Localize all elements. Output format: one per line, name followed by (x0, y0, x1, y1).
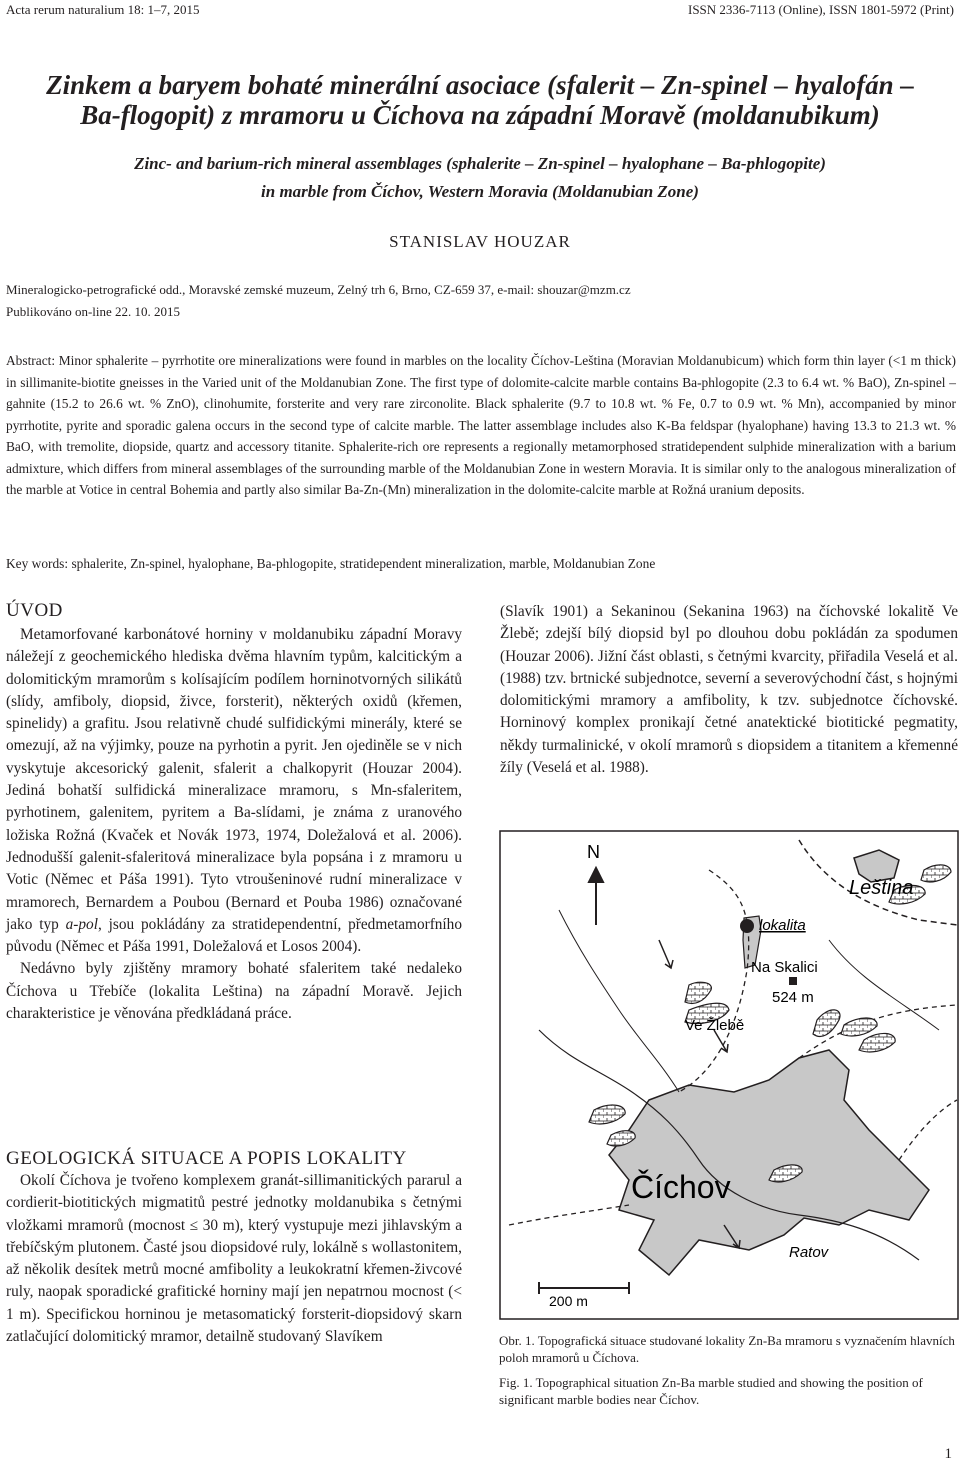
figure-caption-cz: Obr. 1. Topografická situace studované lokality Zn-Ba mramoru s vyznačením hlavních poloh mramorů u Číchova. (499, 1333, 955, 1365)
locality-map (499, 830, 959, 1320)
title-en-line-2: in marble from Číchov, Western Moravia (Moldanubian Zone) (261, 182, 699, 201)
published-date: Publikováno on-line 22. 10. 2015 (6, 304, 181, 319)
author: STANISLAV HOUZAR (389, 232, 571, 251)
elevation-label: 524 m (772, 989, 814, 1006)
geology-text-continued (500, 601, 958, 779)
abstract-text: : Minor sphalerite – pyrrhotite ore mineralizations were found in marbles on the locality Číchov-Leština (Moravian Moldanubicum) which form thin layer (<1 m thick) in sillimanite-biotite gneisses in the Varied unit of the Moldanubian Zone. The first type of dolomite-calcite marble contains Ba-phlogopite (2.3 to 6.4 wt. % BaO), Zn-spinel – gahnite (15.2 to 26.6 wt. % ZnO), clinohumite, forsterite and very rare zirconolite. Black sphalerite (9.7 to 10.8 wt. % Fe, 0.7 to 0.9 wt. % Mn), accompanied by minor pyrrhotite, pyrite and sporadic galena occurs in the second type of calcite marble. The latter assemblage includes also K-Ba feldspar (hyalophane) having 13.3 to 21.3 wt. % BaO, with tremolite, diopside, quartz and accessory titanite. Sphalerite-rich ore represents a regionally metamorphosed stratidependent sulphide mineralization with a barium admixture, which differs from mineral assemblages of the surrounding marble of the Moldanubian Zone in western Moravia. It is similar only to the analogous mineralization of the marble at Votice in central Bohemia and partly also similar Ba-Zn-(Mn) mineralization in the dolomite-calcite marble at Rožná uranium deposits. (6, 353, 956, 497)
abstract-label: Abstract (6, 353, 52, 368)
geology-paragraph-1: Okolí Číchova je tvořeno komplexem granát-sillimanitických pararul a cordierit-biotitických migmatitů pestré jednotky moldanubika s četnými vložkami mramorů (mocnost ≤ 30 m), který vystupuje mezi jihlavským a třebíčským plutonem. Časté jsou diopsidové ruly, lokálně s wollastonitem, až několik desítek metrů mocné amfibolity a leukokratní křemen-živcové ruly, naopak sporadické grafitické horniny mají jen nepatrnou mocnost (< 1 m). Specifickou horninou je metasomatický forsterit-diopsidový skarn zatlačující dolomitický mramor, detailně studovaný Slavíkem (6, 1172, 462, 1346)
section-title-geology: GEOLOGICKÁ SITUACE A POPIS LOKALITY (6, 1148, 407, 1169)
figure-caption-en: Fig. 1. Topographical situation Zn-Ba marble studied and showing the position of significant marble bodies near Číchov. (499, 1375, 923, 1407)
journal-citation: Acta rerum naturalium 18: 1–7, 2015 (6, 2, 200, 17)
title-en-line-1: Zinc- and barium-rich mineral assemblages (sphalerite – Zn-spinel – hyalophane – Ba-phlogopite) (134, 154, 826, 173)
geology-paragraph-1-cont: (Slavík 1901) a Sekaninou (Sekanina 1963) na číchovské lokalitě Ve Žlebě; zdejší bílý diopsid byl po dlouhou dobu pokládán za spodumen (Houzar 2006). Jižní část oblasti, s četnými kvarcity, přiřadila Veselá et al. (1988) tzv. brtnické subjednotce, severní a severovýchodní část, s hojnými dolomitickými mramory a amfibolity, k tzv. subjednotce číchovské. Horninový komplex pronikají četné anatektické biotitické pegmatity, někdy turmalinické, v okolí mramorů s diopsidem a titanitem a křemenné žíly (Veselá et al. 1988). (500, 603, 958, 777)
ve-zlebe-label: Ve Žlebě (685, 1017, 745, 1034)
uvod-paragraph-1 (6, 624, 462, 958)
scale-label: 200 m (549, 1293, 588, 1309)
keywords-text: : sphalerite, Zn-spinel, hyalophane, Ba-phlogopite, stratidependent mineralization, marble, Moldanubian Zone (64, 556, 656, 571)
keywords (6, 556, 956, 572)
title-cz-line-1: Zinkem a baryem bohaté minerální asociace (sfalerit – Zn-spinel – hyalofán – (46, 70, 914, 100)
cichov-label: Číchov (631, 1169, 731, 1205)
issn-line: ISSN 2336-7113 (Online), ISSN 1801-5972 (Print) (687, 2, 954, 17)
summit-marker (789, 977, 797, 985)
geology-text (6, 1170, 462, 1348)
abstract (6, 350, 956, 501)
uvod-text (6, 624, 462, 1025)
affiliation: Mineralogicko-petrografické odd., Moravské zemské muzeum, Zelný trh 6, Brno, CZ-659 37, e-mail: shouzar@mzm.cz (6, 282, 631, 297)
section-title-uvod: ÚVOD (6, 600, 63, 621)
uvod-p1-text: Metamorfované karbonátové horniny v moldanubiku západní Moravy náležejí z geochemického hlediska dvěma hlavním typům, kalcitickým a dolomitickým mramorům s kolísajícím podílem horninotvorných silikátů (slídy, amfiboly, diopsid, živce, forsterit), některých oxidů (křemen, spinelidy) a grafitu. Jsou relativně chudé sulfidickými minerály, které se omezují, až na výjimky, pouze na pyrhotin a pyrit. Jen ojediněle se v nich vyskytuje akcesorický galenit, sfalerit a chalkopyrit (Houzar 2004). Jediná bohatší sulfidická mineralizace mramoru, s Mn-sfaleritem, pyrhotinem, galenitem, pyritem a Ba-slídami, je známa z uranového ložiska Rožná (Kvaček et Novák 1973, 1974, Doležalová et al. 2006). Jednodušší galenit-sfaleritová mineralizace byla popsána i z mramoru u Votic (Němec et Páša 1991). Tyto vtroušeninové rudní mineralizace v mramorech, Bernardem a Poubou (Bernard et Pouba 1986) označované jako typ (6, 626, 462, 933)
uvod-p1-italic: a-pol (65, 915, 98, 933)
north-label: N (587, 842, 600, 862)
na-skalici-label: Na Skalici (751, 959, 818, 976)
ratov-label: Ratov (789, 1244, 829, 1261)
uvod-paragraph-2: Nedávno byly zjištěny mramory bohaté sfaleritem také nedaleko Číchova u Třebíče (lokalita Leština) na západní Moravě. Jejich charakteristice je věnována předkládaná práce. (6, 960, 462, 1023)
lestina-label: Leština (849, 877, 914, 899)
page-number: 1 (944, 1446, 952, 1462)
locality-marker (740, 919, 754, 933)
keywords-label: Key words (6, 556, 65, 571)
locality-label: lokalita (759, 917, 806, 934)
title-cz-line-2: Ba-flogopit) z mramoru u Číchova na západní Moravě (moldanubikum) (80, 100, 880, 130)
uvod-p1-end: , jsou pokládány za stratidependentní, předmetamorfního původu (Němec et Páša 1991, Doležalová et Losos 2004). (6, 915, 462, 956)
